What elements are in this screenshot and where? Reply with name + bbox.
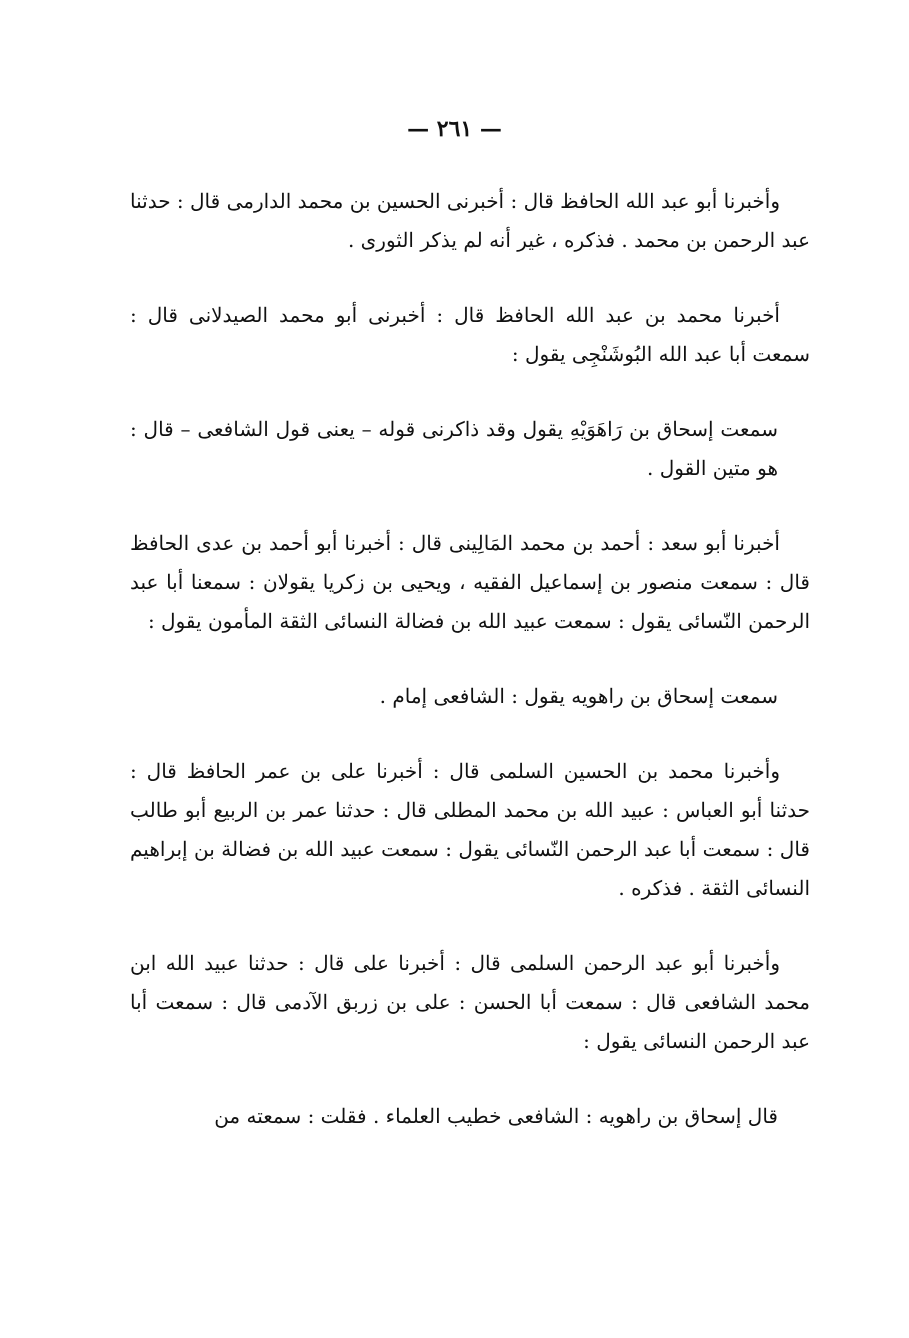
paragraph-1: وأخبرنا أبو عبد الله الحافظ قال : أخبرنى الحسين بن محمد الدارمى قال : حدثنا عبد الرحمن بن محمد . فذكره ، غير أنه لم يذكر الثورى . [130,189,810,252]
paragraph-6: وأخبرنا محمد بن الحسين السلمى قال : أخبرنا على بن عمر الحافظ قال : حدثنا أبو العباس : عبيد الله بن محمد المطلى قال : حدثنا عمر بن الربيع أبو طالب قال : سمعت أبا عبد الرحمن النّسائى يقول : سمعت عبيد الله بن فضالة بن إبراهيم النسائى الثقة . فذكره . [130,759,810,900]
quote-paragraph-8: قال إسحاق بن راهويه : الشافعى خطيب العلماء . فقلت : سمعته من [214,1104,778,1128]
page-body [130,182,810,1172]
quote-paragraph-3: سمعت إسحاق بن رَاهَوَيْهِ يقول وقد ذاكرنى قوله – يعنى قول الشافعى – قال : هو متين القول . [130,417,778,480]
paragraph-7: وأخبرنا أبو عبد الرحمن السلمى قال : أخبرنا على قال : حدثنا عبيد الله ابن محمد الشافعى قال : سمعت أبا الحسن : على بن زربق الآدمى قال : سمعت أبا عبد الرحمن النسائى يقول : [130,951,810,1053]
quote-paragraph-5: سمعت إسحاق بن راهويه يقول : الشافعى إمام . [379,684,778,708]
paragraph-4: أخبرنا أبو سعد : أحمد بن محمد المَالِينى قال : أخبرنا أبو أحمد بن عدى الحافظ قال : سمعت منصور بن إسماعيل الفقيه ، ويحيى بن زكريا يقولان : سمعنا أبا عبد الرحمن النّسائى يقول : سمعت عبيد الله بن فضالة النسائى الثقة المأمون يقول : [130,531,810,633]
paragraph-2: أخبرنا محمد بن عبد الله الحافظ قال : أخبرنى أبو محمد الصيدلانى قال : سمعت أبا عبد الله البُوشَنْجِى يقول : [130,303,810,366]
page-number: — ٢٦١ — [407,116,502,142]
